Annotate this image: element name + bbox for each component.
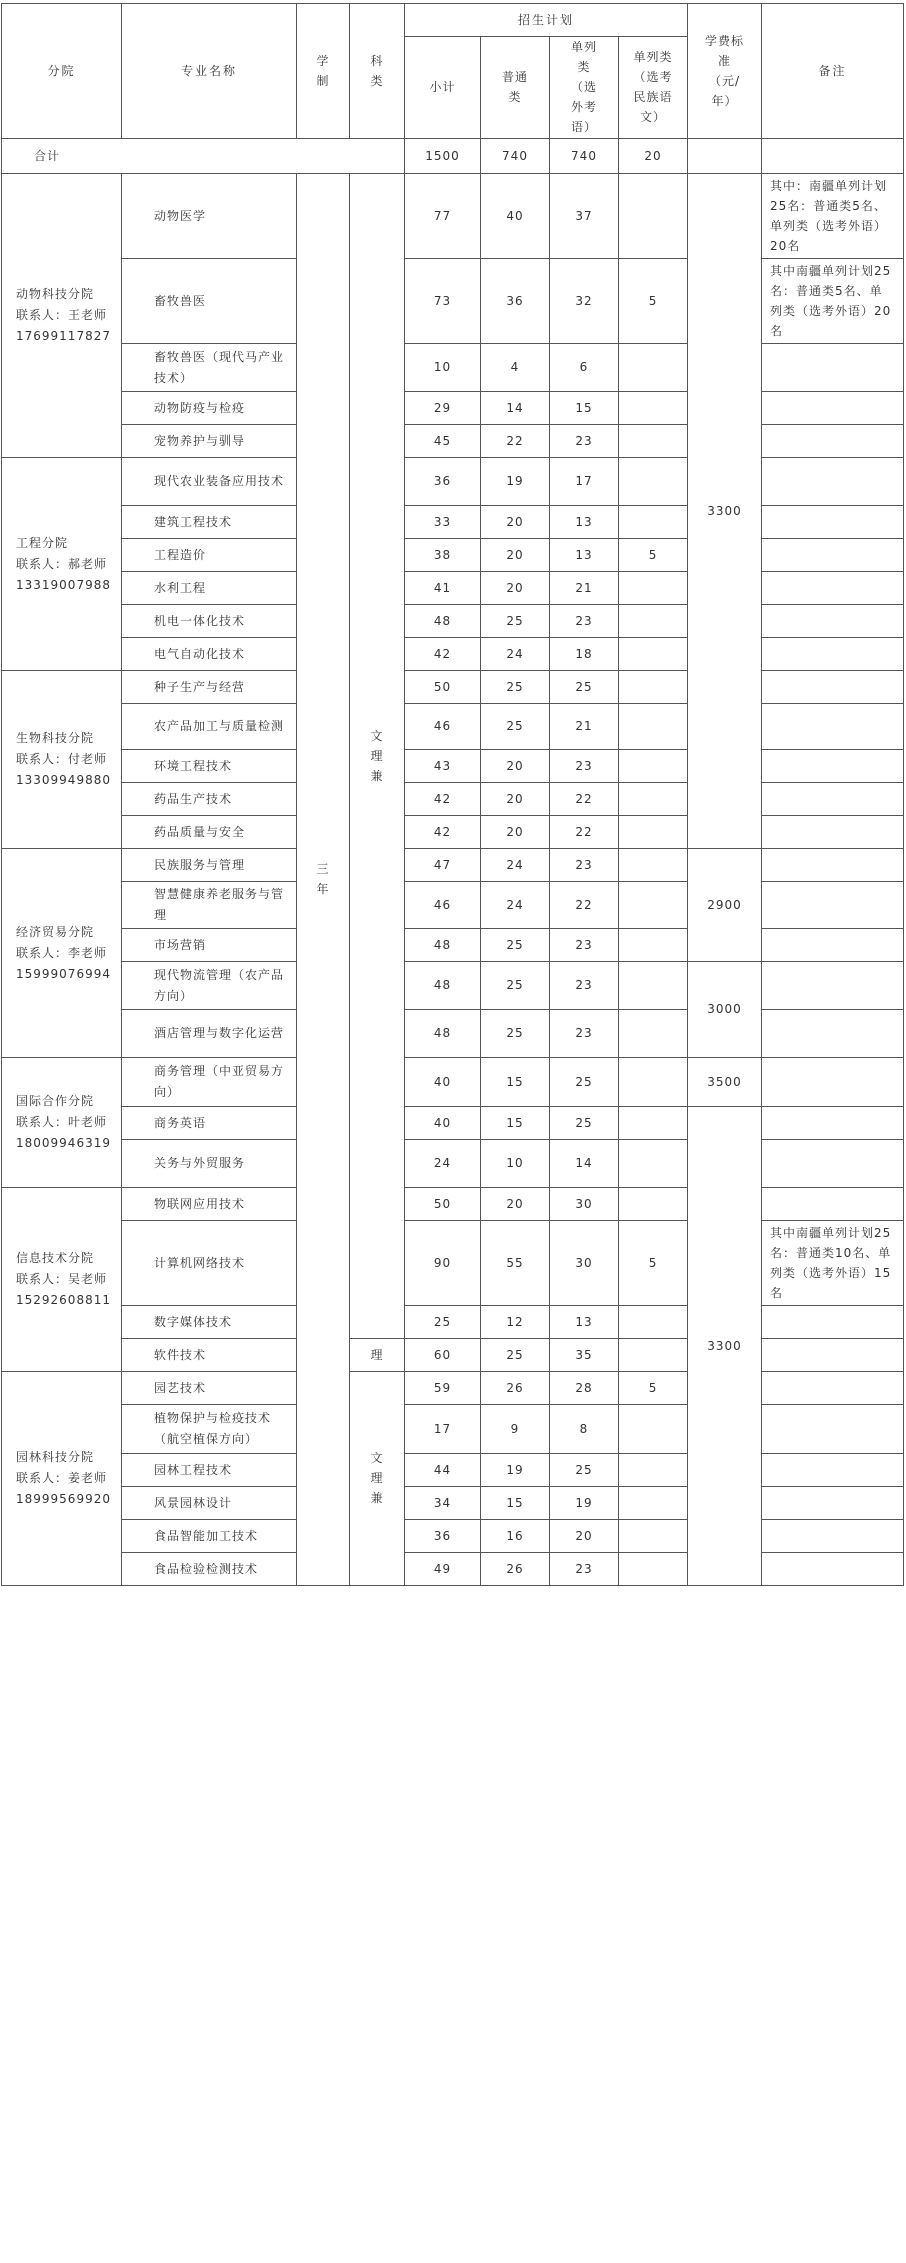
single-ethnic-cell (619, 1454, 688, 1487)
general-cell: 25 (481, 671, 550, 704)
note-cell (762, 1306, 904, 1339)
general-cell: 10 (481, 1140, 550, 1188)
general-cell: 14 (481, 392, 550, 425)
tuition-cell: 3000 (688, 962, 762, 1058)
general-cell: 19 (481, 1454, 550, 1487)
table-row (2, 1107, 904, 1140)
note-cell (762, 1010, 904, 1058)
note-cell (762, 1487, 904, 1520)
single-foreign-cell: 23 (550, 425, 619, 458)
single-ethnic-cell (619, 1487, 688, 1520)
single-foreign-cell: 20 (550, 1520, 619, 1553)
general-cell: 20 (481, 572, 550, 605)
single-foreign-cell: 37 (550, 174, 619, 259)
table-row (2, 259, 904, 344)
note-cell (762, 1107, 904, 1140)
general-cell: 20 (481, 1188, 550, 1221)
table-row (2, 1454, 904, 1487)
major-name: 动物医学 (122, 174, 297, 259)
single-ethnic-cell (619, 344, 688, 392)
category-value: 文理兼 (370, 1451, 384, 1505)
subtotal-cell: 40 (405, 1107, 481, 1140)
general-cell: 25 (481, 1010, 550, 1058)
header-dept: 分院 (2, 4, 122, 139)
single-ethnic-cell: 5 (619, 1221, 688, 1306)
major-name: 机电一体化技术 (122, 605, 297, 638)
major-name: 软件技术 (122, 1339, 297, 1372)
single-ethnic-cell (619, 572, 688, 605)
note-cell (762, 605, 904, 638)
table-row (2, 174, 904, 259)
single-ethnic-cell (619, 638, 688, 671)
single-foreign-cell: 13 (550, 506, 619, 539)
header-tuition: 学费标准（元/年） (688, 4, 762, 139)
subtotal-cell: 50 (405, 1188, 481, 1221)
major-name: 商务管理（中亚贸易方向） (122, 1058, 297, 1107)
note-cell (762, 392, 904, 425)
note-cell (762, 1188, 904, 1221)
major-name: 工程造价 (122, 539, 297, 572)
major-name: 建筑工程技术 (122, 506, 297, 539)
header-duration: 学制 (297, 4, 350, 139)
note-cell (762, 1372, 904, 1405)
major-name: 水利工程 (122, 572, 297, 605)
note-cell (762, 849, 904, 882)
note-cell (762, 425, 904, 458)
subtotal-cell: 43 (405, 750, 481, 783)
subtotal-cell: 48 (405, 605, 481, 638)
note-cell (762, 1553, 904, 1586)
major-name: 食品智能加工技术 (122, 1520, 297, 1553)
major-name: 种子生产与经营 (122, 671, 297, 704)
subtotal-cell: 48 (405, 1010, 481, 1058)
dept-animal: 动物科技分院 联系人：王老师17699117827 (2, 174, 122, 458)
table-row (2, 671, 904, 704)
subtotal-cell: 46 (405, 704, 481, 750)
subtotal-cell: 77 (405, 174, 481, 259)
major-name: 智慧健康养老服务与管理 (122, 882, 297, 929)
general-cell: 16 (481, 1520, 550, 1553)
table-row (2, 1520, 904, 1553)
major-name: 物联网应用技术 (122, 1188, 297, 1221)
general-cell: 25 (481, 929, 550, 962)
subtotal-cell: 48 (405, 929, 481, 962)
subtotal-cell: 25 (405, 1306, 481, 1339)
major-name: 酒店管理与数字化运营 (122, 1010, 297, 1058)
single-foreign-cell: 28 (550, 1372, 619, 1405)
major-name: 宠物养护与驯导 (122, 425, 297, 458)
single-foreign-cell: 25 (550, 1058, 619, 1107)
table-row (2, 849, 904, 882)
table-row (2, 750, 904, 783)
note-cell (762, 344, 904, 392)
general-cell: 20 (481, 783, 550, 816)
general-cell: 26 (481, 1372, 550, 1405)
major-name: 电气自动化技术 (122, 638, 297, 671)
general-cell: 40 (481, 174, 550, 259)
total-single-ethnic: 20 (619, 139, 688, 174)
total-general: 740 (481, 139, 550, 174)
duration-cell (297, 174, 350, 1586)
subtotal-cell: 59 (405, 1372, 481, 1405)
single-ethnic-cell (619, 458, 688, 506)
note-cell (762, 882, 904, 929)
general-cell: 12 (481, 1306, 550, 1339)
single-ethnic-cell (619, 1010, 688, 1058)
major-name: 畜牧兽医 (122, 259, 297, 344)
table-row (2, 1306, 904, 1339)
table-row (2, 1372, 904, 1405)
note-cell (762, 458, 904, 506)
table-row (2, 506, 904, 539)
table-row (2, 572, 904, 605)
single-ethnic-cell (619, 1058, 688, 1107)
general-cell: 26 (481, 1553, 550, 1586)
single-ethnic-cell (619, 783, 688, 816)
dept-garden: 园林科技分院 联系人：姜老师18999569920 (2, 1372, 122, 1586)
table-row (2, 1188, 904, 1221)
major-name: 风景园林设计 (122, 1487, 297, 1520)
subtotal-cell: 36 (405, 1520, 481, 1553)
single-foreign-cell: 23 (550, 929, 619, 962)
single-foreign-cell: 17 (550, 458, 619, 506)
single-foreign-cell: 18 (550, 638, 619, 671)
general-cell: 15 (481, 1058, 550, 1107)
major-name: 园林工程技术 (122, 1454, 297, 1487)
table-row (2, 1058, 904, 1107)
total-single-foreign: 740 (550, 139, 619, 174)
general-cell: 20 (481, 506, 550, 539)
single-foreign-cell: 25 (550, 671, 619, 704)
note-cell (762, 962, 904, 1010)
single-ethnic-cell (619, 425, 688, 458)
subtotal-cell: 10 (405, 344, 481, 392)
note-cell (762, 539, 904, 572)
subtotal-cell: 24 (405, 1140, 481, 1188)
single-ethnic-cell (619, 1339, 688, 1372)
major-name: 数字媒体技术 (122, 1306, 297, 1339)
single-ethnic-cell (619, 1520, 688, 1553)
major-name: 市场营销 (122, 929, 297, 962)
single-foreign-cell: 23 (550, 1553, 619, 1586)
header-note: 备注 (762, 4, 904, 139)
major-name: 园艺技术 (122, 1372, 297, 1405)
note-cell (762, 671, 904, 704)
major-name: 关务与外贸服务 (122, 1140, 297, 1188)
header-single-foreign: 单列类（选外考语） (550, 37, 619, 139)
major-name: 药品质量与安全 (122, 816, 297, 849)
single-foreign-cell: 21 (550, 704, 619, 750)
single-foreign-cell: 22 (550, 783, 619, 816)
general-cell: 15 (481, 1487, 550, 1520)
category-cell (350, 174, 405, 1339)
note-cell (762, 1339, 904, 1372)
enrollment-plan-table (1, 3, 904, 1586)
subtotal-cell: 48 (405, 962, 481, 1010)
subtotal-cell: 33 (405, 506, 481, 539)
table-row (2, 344, 904, 392)
note-cell (762, 783, 904, 816)
tuition-cell: 3300 (688, 174, 762, 849)
category-cell (350, 1372, 405, 1586)
single-foreign-cell: 23 (550, 962, 619, 1010)
single-ethnic-cell (619, 929, 688, 962)
table-row (2, 1405, 904, 1454)
note-cell (762, 1058, 904, 1107)
single-foreign-cell: 23 (550, 750, 619, 783)
general-cell: 24 (481, 638, 550, 671)
note-cell (762, 638, 904, 671)
note-cell: 其中南疆单列计划25名：普通类10名、单列类（选考外语）15名 (762, 1221, 904, 1306)
general-cell: 19 (481, 458, 550, 506)
general-cell: 55 (481, 1221, 550, 1306)
total-note (762, 139, 904, 174)
note-cell (762, 1140, 904, 1188)
major-name: 商务英语 (122, 1107, 297, 1140)
tuition-cell: 3300 (688, 1107, 762, 1586)
single-ethnic-cell (619, 1553, 688, 1586)
single-foreign-cell: 35 (550, 1339, 619, 1372)
subtotal-cell: 90 (405, 1221, 481, 1306)
table-row (2, 605, 904, 638)
single-ethnic-cell (619, 1188, 688, 1221)
single-ethnic-cell (619, 882, 688, 929)
table-row (2, 816, 904, 849)
category-cell (350, 1339, 405, 1372)
single-foreign-cell: 22 (550, 882, 619, 929)
general-cell: 25 (481, 605, 550, 638)
single-foreign-cell: 22 (550, 816, 619, 849)
single-ethnic-cell (619, 704, 688, 750)
note-cell (762, 750, 904, 783)
general-cell: 24 (481, 882, 550, 929)
single-foreign-cell: 14 (550, 1140, 619, 1188)
subtotal-cell: 50 (405, 671, 481, 704)
duration-value: 三年 (316, 862, 330, 896)
dept-economic: 经济贸易分院 联系人：李老师15999076994 (2, 849, 122, 1058)
major-name: 现代物流管理（农产品方向） (122, 962, 297, 1010)
table-row (2, 638, 904, 671)
general-cell: 22 (481, 425, 550, 458)
single-ethnic-cell (619, 962, 688, 1010)
single-ethnic-cell (619, 1107, 688, 1140)
single-foreign-cell: 15 (550, 392, 619, 425)
single-ethnic-cell (619, 392, 688, 425)
single-foreign-cell: 30 (550, 1188, 619, 1221)
table-row (2, 539, 904, 572)
subtotal-cell: 36 (405, 458, 481, 506)
subtotal-cell: 29 (405, 392, 481, 425)
single-foreign-cell: 25 (550, 1454, 619, 1487)
general-cell: 25 (481, 1339, 550, 1372)
header-single-ethnic: 单列类（选考民族语文） (619, 37, 688, 139)
note-cell (762, 1405, 904, 1454)
note-cell: 其中：南疆单列计划25名：普通类5名、单列类（选考外语）20名 (762, 174, 904, 259)
dept-info: 信息技术分院 联系人：吴老师15292608811 (2, 1188, 122, 1372)
table-row (2, 425, 904, 458)
subtotal-cell: 60 (405, 1339, 481, 1372)
single-ethnic-cell: 5 (619, 539, 688, 572)
table-row (2, 1221, 904, 1306)
major-name: 植物保护与检疫技术（航空植保方向） (122, 1405, 297, 1454)
major-name: 畜牧兽医（现代马产业技术） (122, 344, 297, 392)
subtotal-cell: 38 (405, 539, 481, 572)
general-cell: 20 (481, 539, 550, 572)
header-subtotal: 小计 (405, 37, 481, 139)
general-cell: 20 (481, 816, 550, 849)
table-row (2, 1553, 904, 1586)
general-cell: 15 (481, 1107, 550, 1140)
table-row (2, 929, 904, 962)
single-ethnic-cell: 5 (619, 1372, 688, 1405)
table-row (2, 882, 904, 929)
dept-intl: 国际合作分院 联系人：叶老师18009946319 (2, 1058, 122, 1188)
subtotal-cell: 44 (405, 1454, 481, 1487)
table-row (2, 458, 904, 506)
major-name: 民族服务与管理 (122, 849, 297, 882)
note-cell (762, 506, 904, 539)
single-ethnic-cell (619, 750, 688, 783)
dept-engineering: 工程分院 联系人：郝老师13319007988 (2, 458, 122, 671)
note-cell: 其中南疆单列计划25名：普通类5名、单列类（选考外语）20名 (762, 259, 904, 344)
single-foreign-cell: 23 (550, 1010, 619, 1058)
header-major: 专业名称 (122, 4, 297, 139)
tuition-cell: 2900 (688, 849, 762, 962)
header-category: 科类 (350, 4, 405, 139)
single-foreign-cell: 6 (550, 344, 619, 392)
note-cell (762, 816, 904, 849)
single-foreign-cell: 30 (550, 1221, 619, 1306)
single-ethnic-cell (619, 1405, 688, 1454)
general-cell: 9 (481, 1405, 550, 1454)
category-value: 文理兼 (370, 728, 384, 783)
subtotal-cell: 45 (405, 425, 481, 458)
subtotal-cell: 17 (405, 1405, 481, 1454)
single-ethnic-cell (619, 1306, 688, 1339)
subtotal-cell: 42 (405, 816, 481, 849)
single-foreign-cell: 8 (550, 1405, 619, 1454)
single-ethnic-cell: 5 (619, 259, 688, 344)
header-plan: 招生计划 (405, 4, 688, 37)
note-cell (762, 1454, 904, 1487)
subtotal-cell: 42 (405, 783, 481, 816)
single-foreign-cell: 32 (550, 259, 619, 344)
subtotal-cell: 34 (405, 1487, 481, 1520)
table-row (2, 1140, 904, 1188)
subtotal-cell: 49 (405, 1553, 481, 1586)
single-ethnic-cell (619, 816, 688, 849)
table-row (2, 704, 904, 750)
subtotal-cell: 41 (405, 572, 481, 605)
major-name: 现代农业装备应用技术 (122, 458, 297, 506)
note-cell (762, 929, 904, 962)
single-foreign-cell: 23 (550, 849, 619, 882)
general-cell: 4 (481, 344, 550, 392)
total-subtotal: 1500 (405, 139, 481, 174)
single-ethnic-cell (619, 849, 688, 882)
subtotal-cell: 46 (405, 882, 481, 929)
single-foreign-cell: 21 (550, 572, 619, 605)
general-cell: 25 (481, 704, 550, 750)
dept-bio: 生物科技分院 联系人：付老师13309949880 (2, 671, 122, 849)
single-ethnic-cell (619, 605, 688, 638)
general-cell: 20 (481, 750, 550, 783)
single-ethnic-cell (619, 506, 688, 539)
table-row (2, 1487, 904, 1520)
tuition-cell: 3500 (688, 1058, 762, 1107)
note-cell (762, 572, 904, 605)
general-cell: 36 (481, 259, 550, 344)
general-cell: 25 (481, 962, 550, 1010)
table-row (2, 392, 904, 425)
subtotal-cell: 40 (405, 1058, 481, 1107)
major-name: 食品检验检测技术 (122, 1553, 297, 1586)
major-name: 农产品加工与质量检测 (122, 704, 297, 750)
general-cell: 24 (481, 849, 550, 882)
single-foreign-cell: 13 (550, 539, 619, 572)
category-value: 理 (370, 1347, 384, 1362)
single-ethnic-cell (619, 671, 688, 704)
single-foreign-cell: 19 (550, 1487, 619, 1520)
note-cell (762, 704, 904, 750)
total-label: 合计 (2, 139, 405, 174)
single-foreign-cell: 25 (550, 1107, 619, 1140)
single-foreign-cell: 23 (550, 605, 619, 638)
total-tuition (688, 139, 762, 174)
major-name: 计算机网络技术 (122, 1221, 297, 1306)
major-name: 环境工程技术 (122, 750, 297, 783)
major-name: 动物防疫与检疫 (122, 392, 297, 425)
table-row (2, 1010, 904, 1058)
major-name: 药品生产技术 (122, 783, 297, 816)
single-ethnic-cell (619, 1140, 688, 1188)
table-row (2, 962, 904, 1010)
subtotal-cell: 42 (405, 638, 481, 671)
table-row (2, 783, 904, 816)
header-general: 普通类 (481, 37, 550, 139)
table-row (2, 1339, 904, 1372)
single-ethnic-cell (619, 174, 688, 259)
note-cell (762, 1520, 904, 1553)
subtotal-cell: 73 (405, 259, 481, 344)
subtotal-cell: 47 (405, 849, 481, 882)
single-foreign-cell: 13 (550, 1306, 619, 1339)
